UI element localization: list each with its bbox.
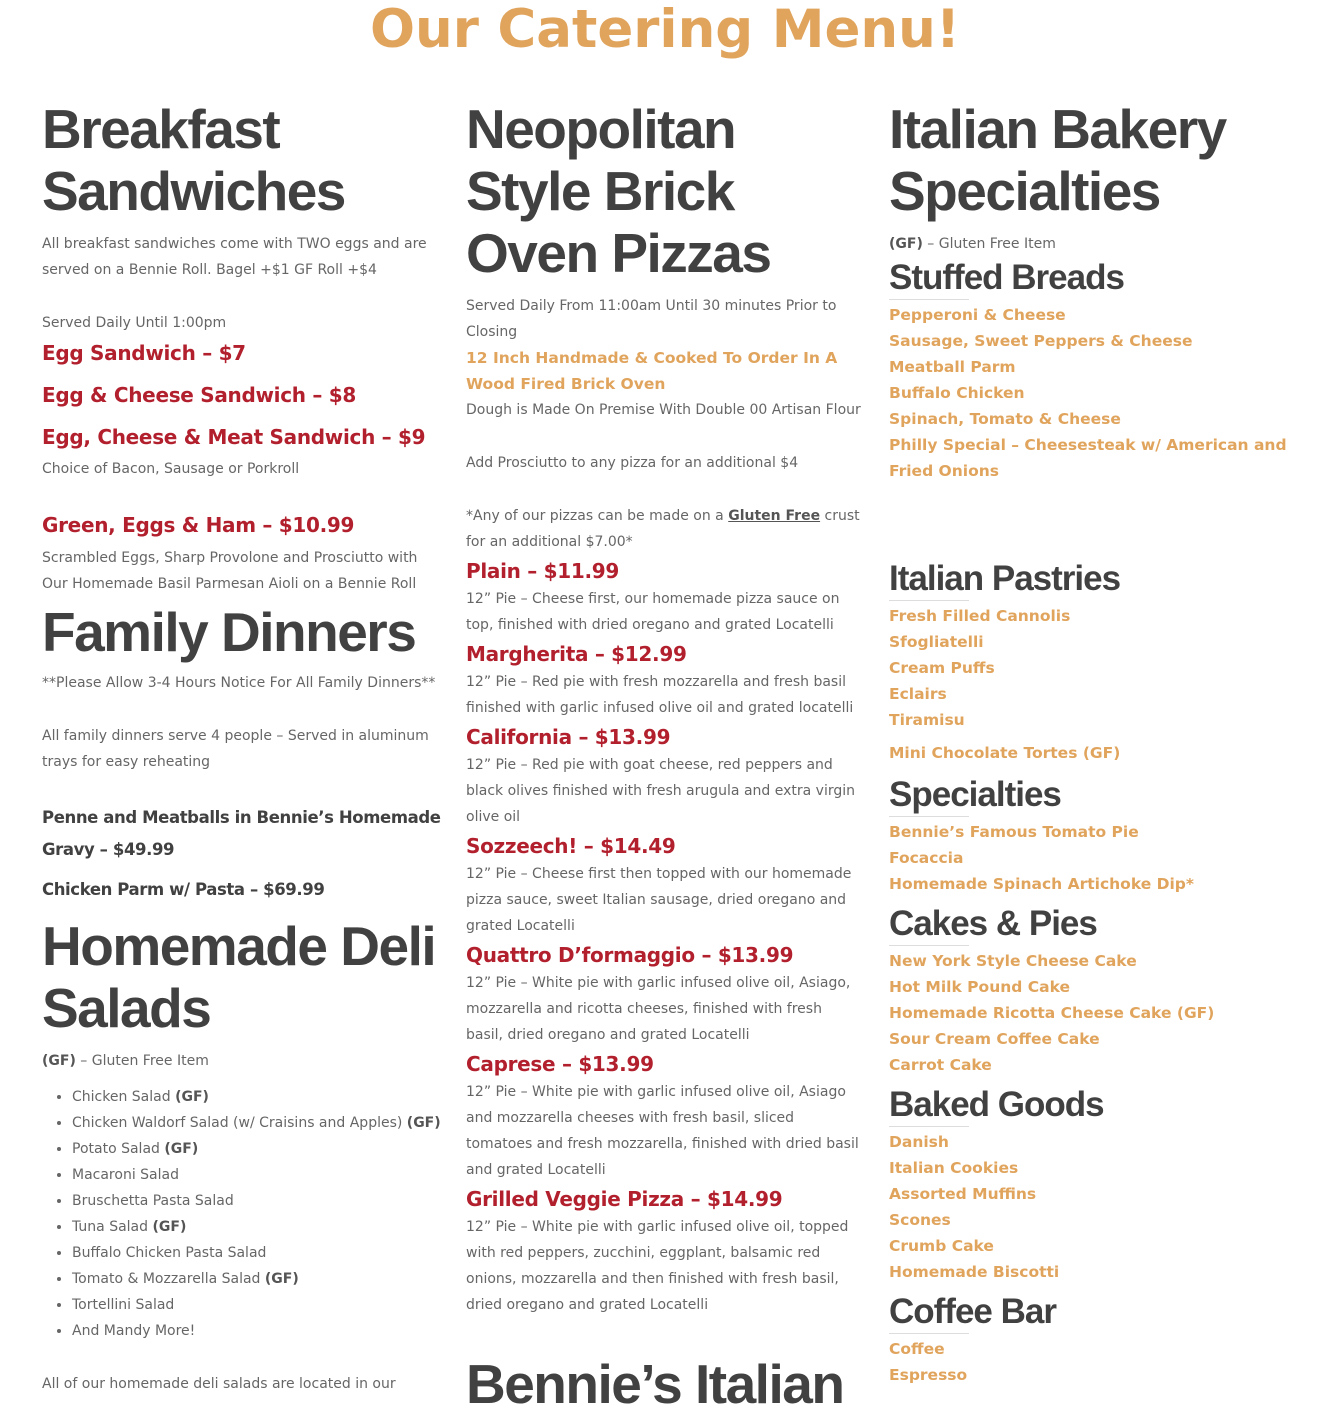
breakfast-served: Served Daily Until 1:00pm <box>42 315 227 331</box>
list-item: • Chicken Salad (GF) <box>72 1084 442 1110</box>
list-item: Coffee <box>889 1340 945 1358</box>
deli-heading: Homemade Deli Salads <box>42 915 436 1039</box>
list-item: • Chicken Waldorf Salad (w/ Craisins and Apples) (GF) <box>72 1110 442 1136</box>
breakfast-intro: All breakfast sandwiches come with TWO eggs and are served on a Bennie Roll. Bagel +$1 GF Roll +$4 <box>42 236 427 278</box>
list-item: Sausage, Sweet Peppers & Cheese <box>889 332 1193 350</box>
list-item: • Tomato & Mozzarella Salad (GF) <box>72 1266 442 1292</box>
menu-item: Egg, Cheese & Meat Sandwich – $9 <box>42 425 426 449</box>
list-item: Meatball Parm <box>889 358 1016 376</box>
list-item: Fresh Filled Cannolis <box>889 607 1071 625</box>
divider <box>889 1126 969 1127</box>
list-item: • Macaroni Salad <box>72 1162 442 1188</box>
breakfast-items <box>42 338 442 452</box>
list-item: New York Style Cheese Cake <box>889 952 1137 970</box>
gluten-free-link[interactable]: Gluten Free <box>728 508 821 524</box>
menu-item-description: 12” Pie – White pie with garlic infused olive oil, Asiago and mozzarella cheeses with fresh basil, sliced tomatoes and fresh mozzarella, finished with dried basil and grated Locatelli <box>466 1084 859 1178</box>
list-item: Buffalo Chicken <box>889 384 1025 402</box>
menu-item-description: 12” Pie – Red pie with goat cheese, red peppers and black olives finished with fresh arugula and extra virgin olive oil <box>466 757 855 825</box>
menu-item: Green, Eggs & Ham – $10.99 <box>42 513 355 537</box>
section-heading: Coffee Bar <box>889 1292 1056 1331</box>
divider <box>889 945 969 946</box>
menu-item: Quattro D’formaggio – $13.99 <box>466 943 794 967</box>
list-item: Crumb Cake <box>889 1237 994 1255</box>
list-item: • Tuna Salad (GF) <box>72 1214 442 1240</box>
menu-item-description: 12” Pie – Red pie with fresh mozzarella and fresh basil finished with garlic infused olive oil and grated locatelli <box>466 674 854 716</box>
list-item: • Bruschetta Pasta Salad <box>72 1188 442 1214</box>
gf-note <box>889 231 1289 257</box>
section-heading: Specialties <box>889 775 1061 814</box>
pizza-tagline: 12 Inch Handmade & Cooked To Order In A Wood Fired Brick Oven <box>466 349 838 393</box>
pizza-dough: Dough is Made On Premise With Double 00 Artisan Flour <box>466 402 861 418</box>
menu-item: Caprese – $13.99 <box>466 1052 654 1076</box>
menu-item-description: 12” Pie – Cheese first then topped with our homemade pizza sauce, sweet Italian sausage, dried oregano and grated Locatelli <box>466 866 852 934</box>
divider <box>889 600 969 601</box>
bennies-italian-heading: Bennie’s Italian <box>466 1353 844 1415</box>
gf-tag: (GF) <box>889 236 923 252</box>
family-notice: **Please Allow 3-4 Hours Notice For All Family Dinners** <box>42 675 436 691</box>
pizza-list <box>466 556 862 1318</box>
list-item: Italian Cookies <box>889 1159 1019 1177</box>
salad-list <box>42 1084 442 1344</box>
list-item: Homemade Spinach Artichoke Dip* <box>889 875 1194 893</box>
list-item: Cream Puffs <box>889 659 995 677</box>
menu-item: Grilled Veggie Pizza – $14.99 <box>466 1187 783 1211</box>
menu-item: Margherita – $12.99 <box>466 642 687 666</box>
section-heading: Cakes & Pies <box>889 904 1097 943</box>
menu-item: Chicken Parm w/ Pasta – $69.99 <box>42 880 325 899</box>
menu-item-description: 12” Pie – White pie with garlic infused olive oil, topped with red peppers, zucchini, eggplant, balsamic red onions, mozzarella and then finished with fresh basil, dried oregano and grated Locatelli <box>466 1219 849 1313</box>
page-title: Our Catering Menu! <box>369 0 961 60</box>
list-item: Carrot Cake <box>889 1056 992 1074</box>
list-item: Danish <box>889 1133 949 1151</box>
section-heading: Italian Pastries <box>889 559 1121 598</box>
family-heading: Family Dinners <box>42 601 416 663</box>
deli-footer: All of our homemade deli salads are located in our <box>42 1376 396 1392</box>
divider <box>889 816 969 817</box>
pizza-served: Served Daily From 11:00am Until 30 minutes Prior to Closing <box>466 298 837 340</box>
list-item: Focaccia <box>889 849 964 867</box>
divider <box>889 1333 969 1334</box>
list-item: Homemade Biscotti <box>889 1263 1060 1281</box>
list-item: Sour Cream Coffee Cake <box>889 1030 1100 1048</box>
menu-item: California – $13.99 <box>466 725 671 749</box>
list-item: Homemade Ricotta Cheese Cake (GF) <box>889 1004 1215 1022</box>
gf-note-text: – Gluten Free Item <box>922 236 1056 252</box>
column-left <box>42 96 442 1397</box>
gf-note <box>42 1048 442 1074</box>
pizza-gf-note: *Any of our pizzas can be made on a Gluten Free crust for an additional $7.00* <box>466 508 860 550</box>
breakfast-heading: Breakfast Sandwiches <box>42 98 345 222</box>
list-item: Tiramisu <box>889 711 965 729</box>
menu-item-description: 12” Pie – Cheese first, our homemade pizza sauce on top, finished with dried oregano and grated Locatelli <box>466 591 840 633</box>
menu-item: Sozzeech! – $14.49 <box>466 834 676 858</box>
menu-item: Penne and Meatballs in Bennie’s Homemade Gravy – $49.99 <box>42 808 441 859</box>
list-item: Spinach, Tomato & Cheese <box>889 410 1121 428</box>
list-item: Scones <box>889 1211 951 1229</box>
list-item: Mini Chocolate Tortes (GF) <box>889 744 1121 762</box>
column-middle <box>466 96 862 1415</box>
special-description: Scrambled Eggs, Sharp Provolone and Prosciutto with Our Homemade Basil Parmesan Aioli on a Bennie Roll <box>42 550 418 592</box>
list-item: Assorted Muffins <box>889 1185 1037 1203</box>
pizza-prosciutto: Add Prosciutto to any pizza for an additional $4 <box>466 455 799 471</box>
list-item: Bennie’s Famous Tomato Pie <box>889 823 1139 841</box>
list-item: • And Mandy More! <box>72 1318 442 1344</box>
list-item: Pepperoni & Cheese <box>889 306 1066 324</box>
gf-note-text: – Gluten Free Item <box>75 1053 209 1069</box>
list-item: Philly Special – Cheesesteak w/ American and Fried Onions <box>889 436 1287 480</box>
menu-item: Egg Sandwich – $7 <box>42 341 246 365</box>
column-right <box>889 96 1289 1388</box>
section-heading: Stuffed Breads <box>889 258 1124 297</box>
list-item: Eclairs <box>889 685 947 703</box>
menu-item: Plain – $11.99 <box>466 559 620 583</box>
bakery-heading: Italian Bakery Specialties <box>889 98 1226 222</box>
section-heading: Baked Goods <box>889 1085 1104 1124</box>
list-item: • Buffalo Chicken Pasta Salad <box>72 1240 442 1266</box>
list-item: • Tortellini Salad <box>72 1292 442 1318</box>
list-item: Espresso <box>889 1366 968 1384</box>
pizza-heading: Neopolitan Style Brick Oven Pizzas <box>466 98 771 284</box>
list-item: Sfogliatelli <box>889 633 984 651</box>
family-serve: All family dinners serve 4 people – Served in aluminum trays for easy reheating <box>42 728 429 770</box>
gf-tag: (GF) <box>42 1053 76 1069</box>
menu-item-description: 12” Pie – White pie with garlic infused olive oil, Asiago, mozzarella and ricotta cheeses, finished with fresh basil, dried oregano and grated Locatelli <box>466 975 851 1043</box>
menu-item: Egg & Cheese Sandwich – $8 <box>42 383 356 407</box>
list-item: Hot Milk Pound Cake <box>889 978 1070 996</box>
list-item: • Potato Salad (GF) <box>72 1136 442 1162</box>
divider <box>889 299 969 300</box>
meat-note: Choice of Bacon, Sausage or Porkroll <box>42 461 300 477</box>
